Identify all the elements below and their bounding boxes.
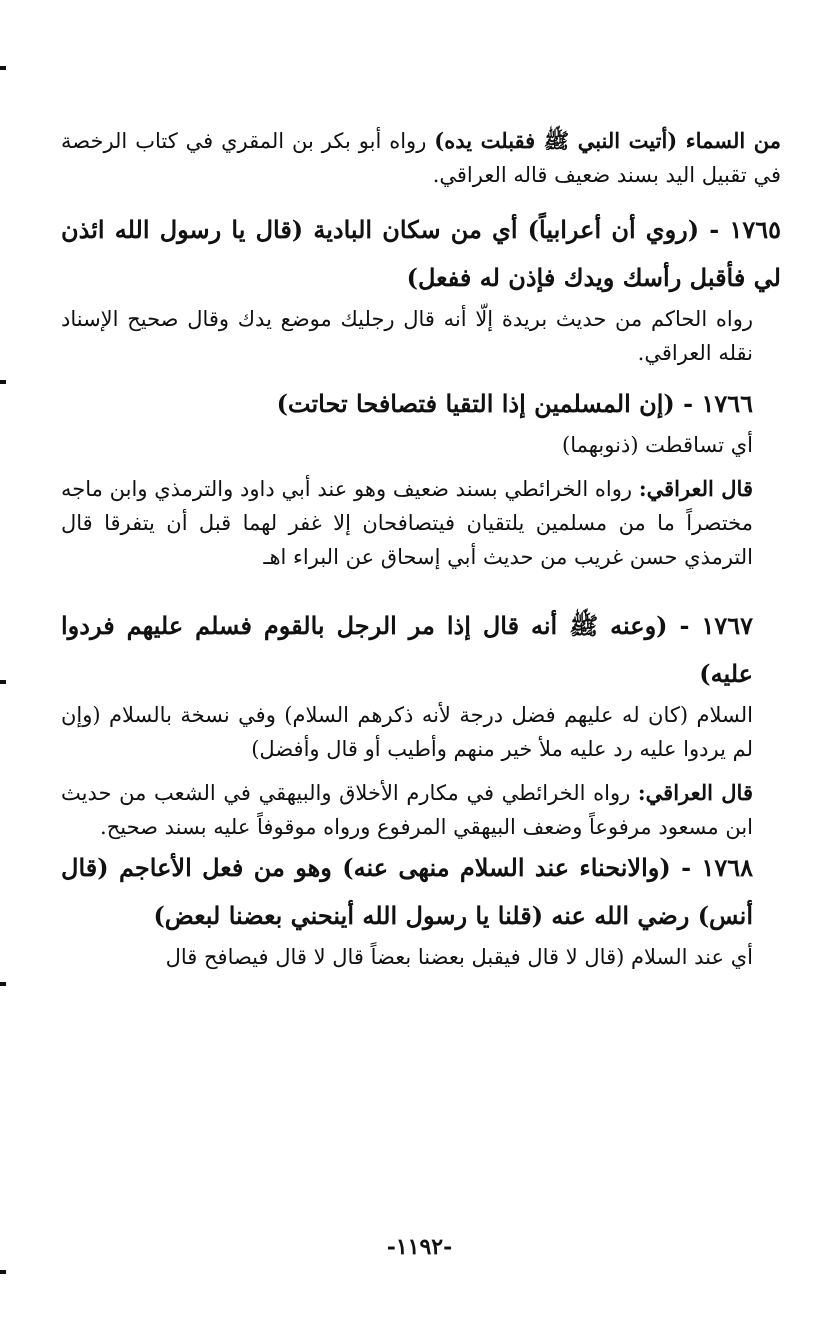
- margin-mark: [0, 1270, 6, 1274]
- paragraph-text: أي تساقطت (ذنوبهما): [562, 433, 753, 457]
- paragraph-bold-lead: قال العراقي:: [637, 780, 753, 805]
- entry-number: ١٧٦٧ -: [679, 611, 753, 640]
- margin-mark: [0, 982, 6, 986]
- entry-text: (وعنه ﷺ أنه قال إذا مر الرجل بالقوم فسلم عليهم فردوا عليه): [61, 611, 753, 688]
- paragraph-text: رواه الخرائطي في مكارم الأخلاق والبيهقي في الشعب من حديث ابن مسعود مرفوعاً وضعف البيهقي المرفوع ورواه موقوفاً عليه بسند صحيح.: [61, 781, 753, 839]
- margin-mark: [0, 66, 6, 70]
- entry-number: ١٧٦٥ -: [709, 215, 781, 244]
- entry-heading-1768: [61, 844, 781, 940]
- paragraph-bold-lead: من السماء (أتيت النبي ﷺ فقبلت يده): [434, 128, 781, 153]
- paragraph-continuation: [61, 124, 781, 192]
- entry-heading-1767: [61, 602, 781, 698]
- paragraph-bold-lead: قال العراقي:: [638, 476, 753, 501]
- entry-number: ١٧٦٦ -: [683, 389, 753, 418]
- paragraph-text: رواه أبو بكر بن المقري في كتاب الرخصة في تقبيل اليد بسند ضعيف قاله العراقي.: [61, 129, 781, 187]
- entry-heading-1766: [61, 380, 781, 428]
- entry-text: (روي أن أعرابياً) أي من سكان البادية (قال يا رسول الله ائذن لي فأقبل رأسك ويدك فإذن له ففعل): [61, 215, 781, 292]
- entry-text: (والانحناء عند السلام منهى عنه) وهو من فعل الأعاجم (قال أنس) رضي الله عنه (قلنا يا رسول الله أينحني بعضنا لبعض): [61, 853, 753, 930]
- entry-heading-1765: [61, 206, 781, 302]
- paragraph-text: السلام (كان له عليهم فضل درجة لأنه ذكرهم السلام) وفي نسخة بالسلام (وإن لم يردوا عليه رد عليه ملأ خير منهم وأطيب أو قال وأفضل): [61, 703, 753, 761]
- paragraph-text: رواه الحاكم من حديث بريدة إلّا أنه قال رجليك موضع يدك وقال صحيح الإسناد نقله العراقي.: [61, 307, 753, 365]
- paragraph-commentary: [61, 428, 781, 462]
- entry-number: ١٧٦٨ -: [681, 853, 753, 882]
- paragraph-commentary: [61, 940, 781, 974]
- page-content: [61, 124, 781, 974]
- paragraph-text: رواه الخرائطي بسند ضعيف وهو عند أبي داود والترمذي وابن ماجه مختصراً ما من مسلمين يلتقيان فيتصافحان إلا غفر لهما قبل أن يتفرقا قال الترمذي حسن غريب من حديث أبي إسحاق عن البراء اهـ: [61, 477, 753, 569]
- paragraph-iraqi-note: [61, 776, 781, 844]
- page-number: -١١٩٢-: [386, 1234, 453, 1260]
- paragraph-iraqi-note: [61, 472, 781, 574]
- paragraph-commentary: [61, 302, 781, 370]
- margin-mark: [0, 680, 6, 684]
- paragraph-commentary: [61, 698, 781, 766]
- entry-text: (إن المسلمين إذا التقيا فتصافحا تحاتت): [276, 389, 684, 418]
- paragraph-text: أي عند السلام (قال لا قال فيقبل بعضنا بعضاً قال لا قال فيصافح قال: [165, 945, 753, 969]
- margin-mark: [0, 380, 6, 384]
